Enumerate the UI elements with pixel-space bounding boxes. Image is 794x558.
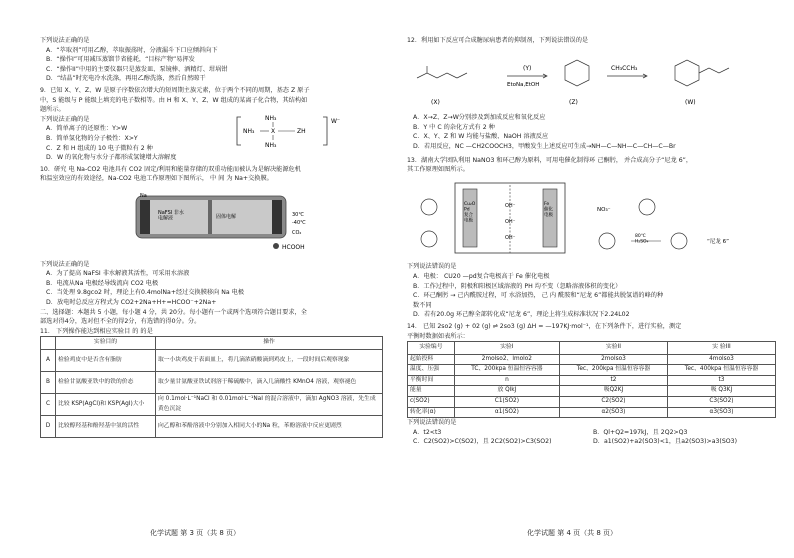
q14-stem-b: 平衡时数据如表所示： — [407, 332, 469, 340]
right-column — [407, 36, 776, 447]
table-cell: 吸 Q3KJ — [667, 386, 775, 397]
q12-reagent-y: (Y) — [523, 64, 532, 72]
q9-stem-3: 题所示。 — [40, 106, 65, 114]
q8-option-c: C．“操作II”中用的主要仪器只是蒸发皿、泵镜棒、酒精灯、坩埚钳 — [46, 65, 228, 73]
table-header-cell — [41, 337, 56, 350]
table-header-cell: 实验II — [559, 342, 667, 355]
table-row — [41, 372, 383, 394]
question-11 — [40, 327, 383, 439]
q12-option-a: A．X→Z、Z→W分别涉及到加成反应和氧化反应 — [413, 114, 546, 122]
q8-option-a: A．“萃取剂”可用乙醇，萃取振荡时，分液漏斗下口应倾斜向下 — [46, 46, 218, 54]
table-cell: 4molso3 — [667, 354, 775, 365]
q10-temp-high: 30℃ — [292, 211, 304, 218]
table-cell: 比较 KSP(AgCl)和 KSP(AgI)大小 — [56, 394, 156, 416]
q12-option-d: D．若用反应，NC —CH2COOCH3，甲酸发生上述反应可生成→NH—C—NH—C—CH—C—Br — [413, 142, 676, 150]
q8-option-b: B．“操作I”可用减压蒸馏节省能耗，“目标产物”易挥发 — [46, 56, 195, 64]
q13-electrolysis-figure — [407, 177, 777, 257]
q13-option-d: D．若有20.0g 环己醇全部转化成“尼龙 6”，理论上将生成标准状况下2.24L02 — [413, 311, 630, 319]
table-row — [41, 394, 383, 416]
table-row — [408, 375, 776, 386]
q10-na-label: Na — [140, 192, 147, 199]
q8-stem: 下列说法正确的是 — [40, 37, 90, 44]
question-13 — [407, 156, 776, 320]
table-cell: 检验甘氨酸亚铁中的铁的价态 — [56, 372, 156, 394]
table-cell: B — [41, 372, 56, 394]
question-12 — [407, 36, 776, 152]
q13-option-a: A．电极： CU20 —pd复合电极高于 Fe 催化电极 — [413, 272, 550, 280]
table-cell: Tec、200kpa 恒温恒容容器 — [559, 365, 667, 376]
table-cell: 比较醇羟基和酚羟基中氢的活性 — [56, 416, 156, 438]
q10-co2-label: CO₂ — [292, 229, 302, 236]
q9-option-a: A．简单离子的还原性：Y>W — [46, 125, 128, 133]
q13-ion-1: OH⁻ — [505, 202, 516, 209]
table-header-cell: 实验目的 — [56, 337, 156, 350]
section-2-line-1: 二、选择题：本题共 5 小题，每小题 4 分，共 20分。每小题有一个或两个选项符合题目要求，全 — [40, 308, 307, 316]
table-cell: c(SO2) — [408, 397, 455, 408]
q13-right-electrode: Fe 催化电极 — [544, 201, 553, 218]
q12-label-x: (X) — [431, 98, 440, 106]
table-cell: D — [41, 416, 56, 438]
table-cell: 吸Q2KJ — [559, 386, 667, 397]
table-cell: α3(SO3) — [667, 407, 775, 418]
q13-ion-2: OH⁻ — [505, 218, 516, 225]
q12-label-w: (W) — [685, 98, 696, 106]
table-cell: t2 — [559, 375, 667, 386]
table-header-cell: 实验编号 — [408, 342, 455, 355]
table-cell: 平衡时间 — [408, 375, 455, 386]
q12-stem: 12．利用如下反应可合成糖尿病患者的抑制剂，下列说法错误的是 — [407, 37, 589, 44]
q10-solid-label: 固体电解 — [216, 213, 237, 220]
table-cell: TC、200kpa 恒温恒容容器 — [454, 365, 559, 376]
q12-option-c: C．X、Y、Z 和 W 均能与盐酸、NaOH 溶液反应 — [413, 133, 549, 141]
table-cell: 温度、压强 — [408, 365, 455, 376]
q13-nitrate: NO₃⁻ — [597, 206, 611, 213]
q14-stem: 14． 已知 2so2 (g) + 02 (g) ⇌ 2so3 (g) ΔH = —197KJ·mol⁻¹，在下列条件下，进行实验，测定 — [407, 322, 682, 330]
table-row — [41, 416, 383, 438]
table-cell: 放 QlkJ — [454, 386, 559, 397]
q12-option-b: B．Y 中 C 的杂化方式有 2 种 — [413, 123, 495, 131]
q10-option-c: C．当处理 9.8gco2 时，理论上有0.4molNa+经过交换膜移向 Na 电极 — [46, 289, 245, 297]
q9-option-d: D．W 的氧化物与水分子都形成氢键增大溶解度 — [46, 154, 177, 162]
q8-option-d: D．“结晶”时充电冷水洗涤，再用乙醇洗涤，然后自然晾干 — [46, 75, 206, 83]
q9-x-atom: X — [271, 127, 276, 135]
table-header-cell: 实验I — [454, 342, 559, 355]
q9-nh3-left: NH₃ — [243, 127, 255, 135]
q9-option-b: B．简单氢化物的分子极性：X>Y — [46, 134, 138, 142]
table-row — [408, 365, 776, 376]
q11-stem: 11． 下列操作能达到相应实验目 的 的是 — [40, 327, 153, 335]
table-cell: 取一小块鸡皮于表面皿上，将几滴浓硝酸滴到鸡皮上，一段时间后观察现象 — [156, 350, 383, 372]
section-2-heading — [40, 308, 383, 327]
q10-option-d: D．放电时总反应方程式为 CO2+2Na+H+=HCOO⁻+2Na+ — [46, 298, 217, 306]
q13-condition: 80℃ H₂SO₄ — [635, 233, 649, 245]
q9-stem-2: 中，S 能级与 P 能级上填充的电子数相等。由 H 和 X、Y、Z、W 组成的某离子化合物，其结构如 — [40, 96, 308, 104]
table-cell: C1(SO2) — [454, 397, 559, 408]
table-cell: C — [41, 394, 56, 416]
table-cell: 检验鸡皮中是否含有脂肪 — [56, 350, 156, 372]
page-4-footer: 化学试题 第 4 页（共 8 页） — [527, 529, 618, 537]
section-2-line-2: 部选对得4分，选对但不全的得2分，有选错的得0分。分。 — [40, 318, 201, 326]
q13-stem-1: 13．湖南大学团队利用 NaNO3 和环己醇为原料，可用电催化制得环 己酮肟， 并合成高分子“尼龙 6”， — [407, 156, 693, 164]
table-cell: 起始投料 — [408, 354, 455, 365]
q10-stem-2: 和温室效应的有效途径，Na-CO2 电池工作原理如下图所示， 中 间 为 Na+交换膜。 — [40, 175, 273, 183]
question-14 — [407, 322, 776, 447]
q13-ion-3: OH⁻ — [505, 234, 516, 241]
q13-nylon-label: “尼龙 6” — [707, 238, 729, 245]
q10-temp-low: -40℃ — [292, 219, 306, 226]
table-row — [408, 397, 776, 408]
table-cell: n — [454, 375, 559, 386]
q9-stem-1: 9．已知 X、Y、Z、W 是原子序数依次增大的短周期主族元素，位于两个不同的周期，基态 Z 原子 — [40, 86, 310, 94]
q14-options-row-2 — [407, 437, 776, 447]
q9-stem-4: 下列说法正确的是 — [40, 115, 90, 123]
table-cell: A — [41, 350, 56, 372]
table-header-row — [41, 337, 383, 350]
q13-stem-3: 下列说法错误的是 — [407, 263, 457, 271]
table-row — [41, 350, 383, 372]
q9-nh3-top: NH₃ — [265, 114, 277, 122]
table-cell: 2molso2、lmolo2 — [454, 354, 559, 365]
q14-option-d: D．a1(SO2)+a2(SO3)<1，且a2(SO3)>a3(SO3) — [593, 438, 737, 446]
table-cell: 能量 — [408, 386, 455, 397]
table-header-row — [408, 342, 776, 355]
q13-option-b: B．工作过程中，阴极和阳极区域溶液的 PH 均不变（忽略溶液体积的变化） — [413, 282, 622, 290]
table-header-cell: 实 验III — [667, 342, 775, 355]
q14-option-b: B．Ql+Q2=197kJ，且 2Q2>Q3 — [593, 428, 688, 436]
q10-stem-3: 下列说法正确的是 — [40, 260, 90, 268]
q10-option-a: A．为了提高 NaFSI 非水解液其活性，可采用水溶液 — [46, 270, 190, 278]
table-cell: t3 — [667, 375, 775, 386]
table-cell: Tec、400kpa 恒温恒容容器 — [667, 365, 775, 376]
table-cell: C3(SO2) — [667, 397, 775, 408]
q12-label-z: (Z) — [569, 98, 578, 106]
q10-product-label: HCOOH — [282, 243, 305, 251]
table-cell: 转化率(α) — [408, 407, 455, 418]
q14-options-row-1 — [407, 428, 776, 438]
q12-reaction-scheme — [407, 48, 777, 108]
q9-nh3-bottom: NH₃ — [265, 141, 277, 149]
q9-w-anion: W⁻ — [331, 117, 341, 125]
table-cell: 向乙醇和苯酚溶液中分别加入相同大小的Na 粒，苯酚溶液中反应更剧烈 — [156, 416, 383, 438]
q14-option-c: C．C2(SO2)>C(SO2)，且 2C2(SO2)>C3(SO2) — [413, 438, 552, 446]
table-cell: 2molso3 — [559, 354, 667, 365]
question-8 — [40, 36, 383, 84]
q9-option-c: C．Z 和 H 组成的 10 电子微粒有 2 种 — [46, 144, 153, 152]
left-column — [40, 36, 383, 438]
q9-ion-structure — [235, 111, 355, 151]
q14-stem-2: 下列说法错误的是 — [407, 419, 457, 427]
page-4 — [397, 0, 794, 558]
table-row — [408, 354, 776, 365]
q10-electrolyte-label: NaFSI 非水电解液 — [158, 209, 184, 222]
q13-option-c: C．环己酮肟 → 己内酰胺过程，可 水浴加热， 己 内 酰胺和“尼龙 6”都能共脱氢谱的峰的种 — [413, 292, 664, 300]
q11-table — [40, 336, 383, 438]
q14-option-a: A．t2<t3 — [413, 428, 442, 436]
q13-left-electrode: Cu₂O Pd 复合电极 — [464, 201, 476, 224]
question-9 — [40, 86, 383, 163]
table-cell: 取少量甘氨酸亚铁试剂溶于稀硫酸中，滴入几滴酸性 KMnO4 溶液，观察褪色 — [156, 372, 383, 394]
q12-condition: EtoNa,EtOH — [507, 81, 540, 88]
table-row — [408, 407, 776, 418]
q9-zh-group: ZH — [297, 127, 306, 135]
q10-stem-1: 10．研究 电 Na-CO2 电池具有 CO2 固定/利用和能量存储的双重功能而被认为是解决能源危机 — [40, 165, 301, 173]
q14-table — [407, 341, 776, 418]
table-cell: α1(SO2) — [454, 407, 559, 418]
table-cell: C2(SO2) — [559, 397, 667, 408]
question-10 — [40, 165, 383, 308]
table-cell: 向 0.1mol·L⁻¹NaCl 和 0.01mol·L⁻¹NaI 的混合溶液中，滴加 AgNO3 溶液，先生成黄色沉淀 — [156, 394, 383, 416]
q12-ketone: CH₃CCH₃ — [611, 64, 638, 72]
table-cell: α2(SO3) — [559, 407, 667, 418]
q10-option-b: B．电流从Na 电极经导线流向 CO2 电极 — [46, 279, 159, 287]
q13-stem-2: 其工作原理如图所示。 — [407, 166, 469, 174]
q13-option-c-cont: 数不同 — [413, 301, 432, 309]
table-row — [408, 386, 776, 397]
page-3-footer: 化学试题 第 3 页（共 8 页） — [150, 529, 241, 537]
q10-battery-figure — [40, 186, 380, 254]
table-header-cell: 操作 — [156, 337, 383, 350]
